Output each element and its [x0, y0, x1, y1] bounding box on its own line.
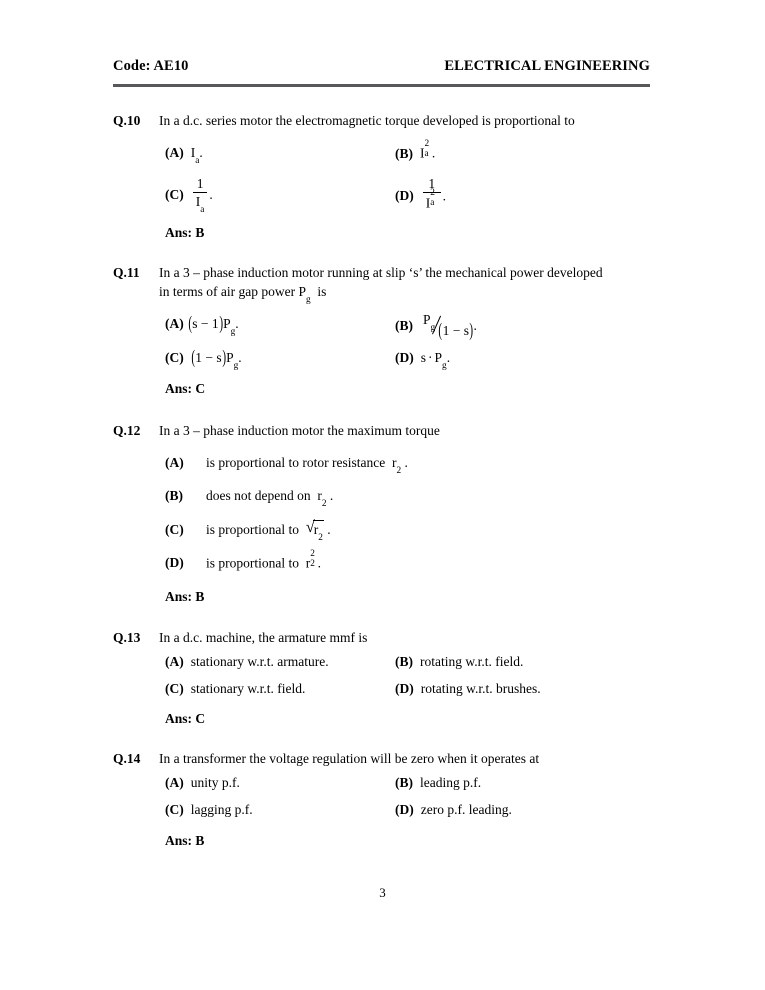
option-text: rotating w.r.t. brushes.: [420, 681, 541, 697]
denominator: [193, 193, 208, 215]
option-text: [420, 349, 451, 372]
paren-open: (: [191, 346, 195, 368]
option-text: unity p.f.: [190, 775, 240, 791]
question-stem-q10: [113, 111, 650, 130]
paper-subject: ELECTRICAL ENGINEERING: [444, 58, 650, 74]
option-label: (C): [165, 350, 184, 366]
symbol-I: I: [425, 195, 431, 211]
question-text: In a d.c. machine, the armature mmf is: [159, 630, 368, 646]
answer-q12: Ans: B: [165, 589, 205, 605]
numerator: 1: [428, 175, 436, 191]
subscript-g: g: [442, 361, 447, 372]
subscript-g: g: [233, 361, 239, 372]
expression: s − 1: [192, 316, 219, 332]
option-label: (A): [165, 455, 184, 471]
option-d[interactable]: [395, 680, 625, 699]
option-c[interactable]: [165, 680, 395, 699]
numerator: [423, 311, 436, 334]
subscript-g: g: [430, 323, 436, 334]
radical-sign: √: [305, 516, 315, 536]
answer-q11: Ans: C: [165, 380, 206, 396]
options-q14: [165, 774, 650, 820]
option-phrase: is proportional to: [206, 521, 299, 537]
paren-close: ): [222, 346, 226, 368]
period: .: [199, 145, 203, 161]
fraction: [423, 177, 441, 211]
symbol-P: P: [223, 316, 231, 332]
option-label: (A): [165, 145, 184, 161]
page-number: 3: [379, 885, 386, 900]
option-text: [191, 346, 242, 372]
option-label: (C): [165, 802, 184, 818]
sub-sup-group: [310, 549, 317, 569]
symbol-r: r: [391, 455, 397, 471]
question-block-q14: [113, 749, 650, 849]
option-label: (B): [395, 775, 413, 791]
answer-q13: Ans: C: [165, 711, 206, 727]
option-label: (C): [165, 681, 184, 697]
question-text-line1: In a 3 – phase induction motor running at slip ‘s’ the mechanical power developed: [159, 264, 603, 280]
option-d[interactable]: [395, 349, 625, 372]
option-phrase: is proportional to rotor resistance: [206, 455, 386, 471]
option-text: [188, 312, 239, 338]
question-stem-q12: [113, 421, 650, 440]
period: .: [446, 350, 451, 366]
option-c[interactable]: [165, 175, 395, 215]
numerator: 1: [196, 175, 204, 191]
option-text: [421, 177, 446, 211]
subscript-2: 2: [321, 499, 327, 510]
subscript-2: 2: [310, 558, 315, 569]
question-number: Q.13: [113, 630, 141, 646]
option-text: lagging p.f.: [190, 802, 253, 818]
subscript-2: 2: [396, 466, 402, 477]
sub-sup-group: [430, 187, 437, 208]
superscript-2: 2: [424, 139, 430, 150]
expression: 1 − s: [442, 322, 470, 338]
option-label: (A): [165, 775, 184, 791]
option-b[interactable]: [395, 774, 625, 793]
option-d[interactable]: [165, 549, 650, 573]
option-b[interactable]: [395, 311, 625, 341]
option-label: (D): [165, 555, 184, 571]
subscript-a: a: [200, 204, 205, 215]
period: .: [404, 455, 408, 471]
options-q10: [165, 139, 650, 215]
option-text: [190, 144, 203, 167]
question-block-q13: [113, 628, 650, 727]
symbol-r: r: [317, 488, 322, 503]
question-number: Q.11: [113, 264, 140, 280]
expression: 1 − s: [195, 350, 222, 366]
option-label: (C): [165, 186, 184, 202]
subscript-a: a: [195, 156, 200, 167]
paren-close: ): [469, 319, 474, 341]
paper-code: Code: AE10: [113, 58, 189, 74]
option-text: stationary w.r.t. field.: [190, 681, 306, 697]
option-row-cd: [165, 801, 650, 820]
question-block-q12: [113, 421, 650, 605]
superscript-2: 2: [430, 187, 435, 198]
question-stem-q14: [113, 749, 650, 768]
option-label: (D): [395, 681, 414, 697]
option-row-ab: [165, 653, 650, 672]
denominator: [438, 319, 474, 341]
option-a[interactable]: [165, 312, 395, 338]
option-text: stationary w.r.t. armature.: [190, 654, 329, 670]
option-text: leading p.f.: [420, 775, 482, 791]
option-label: (D): [395, 802, 414, 818]
option-row-cd: [165, 175, 650, 215]
paren-open: (: [188, 312, 192, 334]
multiplication-dot: ·: [428, 350, 433, 366]
option-label: (C): [165, 521, 184, 537]
fraction: [193, 175, 208, 215]
option-text: [206, 516, 331, 544]
question-stem-q11: [113, 263, 650, 306]
option-d[interactable]: [395, 801, 625, 820]
question-number: Q.12: [113, 422, 141, 438]
subscript-2: 2: [318, 533, 323, 544]
option-c[interactable]: [165, 801, 395, 820]
superscript-2: 2: [310, 549, 315, 560]
period: .: [238, 350, 242, 366]
options-q11: [165, 311, 650, 372]
symbol-r: r: [305, 555, 311, 571]
paren-open: (: [438, 319, 443, 341]
question-text: In a 3 – phase induction motor the maximum torque: [159, 422, 440, 438]
option-label: (B): [395, 145, 413, 161]
slanted-fraction: [423, 311, 474, 341]
option-a[interactable]: [165, 144, 395, 167]
question-number: Q.10: [113, 113, 141, 128]
question-number: Q.14: [113, 751, 141, 767]
symbol-I: I: [190, 145, 196, 161]
option-label: (A): [165, 654, 184, 670]
period: .: [327, 521, 331, 537]
option-b[interactable]: [395, 653, 625, 672]
subscript-a: a: [424, 149, 429, 160]
option-label: (B): [165, 488, 183, 503]
options-q12: [165, 454, 650, 573]
option-row-cd: [165, 346, 650, 372]
subscript-a: a: [430, 197, 435, 208]
period: .: [209, 186, 213, 202]
paren-close: ): [219, 312, 223, 334]
option-d[interactable]: [395, 177, 625, 211]
option-label: (D): [395, 350, 414, 366]
question-block-q10: [113, 111, 650, 241]
option-phrase: is proportional to: [206, 555, 299, 571]
option-row-ab: [165, 774, 650, 793]
period: .: [431, 145, 436, 161]
option-a[interactable]: [165, 653, 395, 672]
option-label: (B): [395, 654, 413, 670]
option-b[interactable]: [165, 487, 650, 510]
option-a[interactable]: [165, 774, 395, 793]
option-label: (A): [165, 316, 184, 332]
question-text: In a transformer the voltage regulation will be zero when it operates at: [159, 751, 540, 767]
option-row-ab: [165, 311, 650, 341]
symbol-s: s: [420, 350, 427, 366]
option-row-cd: [165, 680, 650, 699]
line2-suffix: is: [317, 283, 327, 299]
subscript-g: g: [230, 327, 236, 338]
period: .: [329, 488, 334, 503]
symbol-P: P: [226, 350, 234, 366]
period: .: [442, 188, 447, 204]
question-text-line2: [159, 282, 650, 306]
period: .: [317, 555, 322, 571]
answer-q14: Ans: B: [165, 833, 205, 849]
page-content: [113, 58, 650, 849]
question-text: [159, 263, 650, 306]
question-stem-q13: [113, 628, 650, 647]
answer-q10: Ans: B: [165, 224, 205, 240]
header-divider: [113, 84, 650, 87]
page-header: [113, 58, 650, 75]
option-text: rotating w.r.t. field.: [420, 654, 524, 670]
option-text: [206, 549, 322, 573]
period: .: [473, 318, 477, 334]
question-text: In a d.c. series motor the electromagnetic torque developed is proportional to: [159, 113, 575, 128]
option-c[interactable]: [165, 346, 395, 372]
option-text: zero p.f. leading.: [420, 802, 512, 818]
symbol-r: r: [313, 521, 319, 537]
subscript-g: g: [305, 295, 311, 306]
option-text: [423, 311, 477, 341]
period: .: [235, 316, 239, 332]
symbol-P: P: [298, 283, 306, 299]
option-text: [420, 139, 436, 163]
option-label: (B): [395, 318, 413, 334]
option-label: (D): [395, 188, 414, 204]
line2-prefix: in terms of air gap power: [159, 283, 296, 299]
symbol-P: P: [423, 311, 431, 327]
symbol-I: I: [420, 145, 425, 161]
option-text: [191, 175, 213, 215]
denominator: [423, 187, 441, 211]
option-c[interactable]: [165, 516, 650, 544]
option-text: [206, 454, 408, 477]
options-q13: [165, 653, 650, 699]
symbol-I: I: [195, 193, 201, 209]
question-block-q11: [113, 263, 650, 397]
option-b[interactable]: [395, 139, 625, 163]
square-root: [305, 516, 324, 544]
sub-sup-group: [424, 139, 432, 160]
symbol-P: P: [434, 350, 443, 366]
option-row-ab: [165, 139, 650, 167]
option-phrase: does not depend on: [206, 488, 311, 503]
option-a[interactable]: [165, 454, 650, 477]
option-text: [206, 487, 334, 510]
